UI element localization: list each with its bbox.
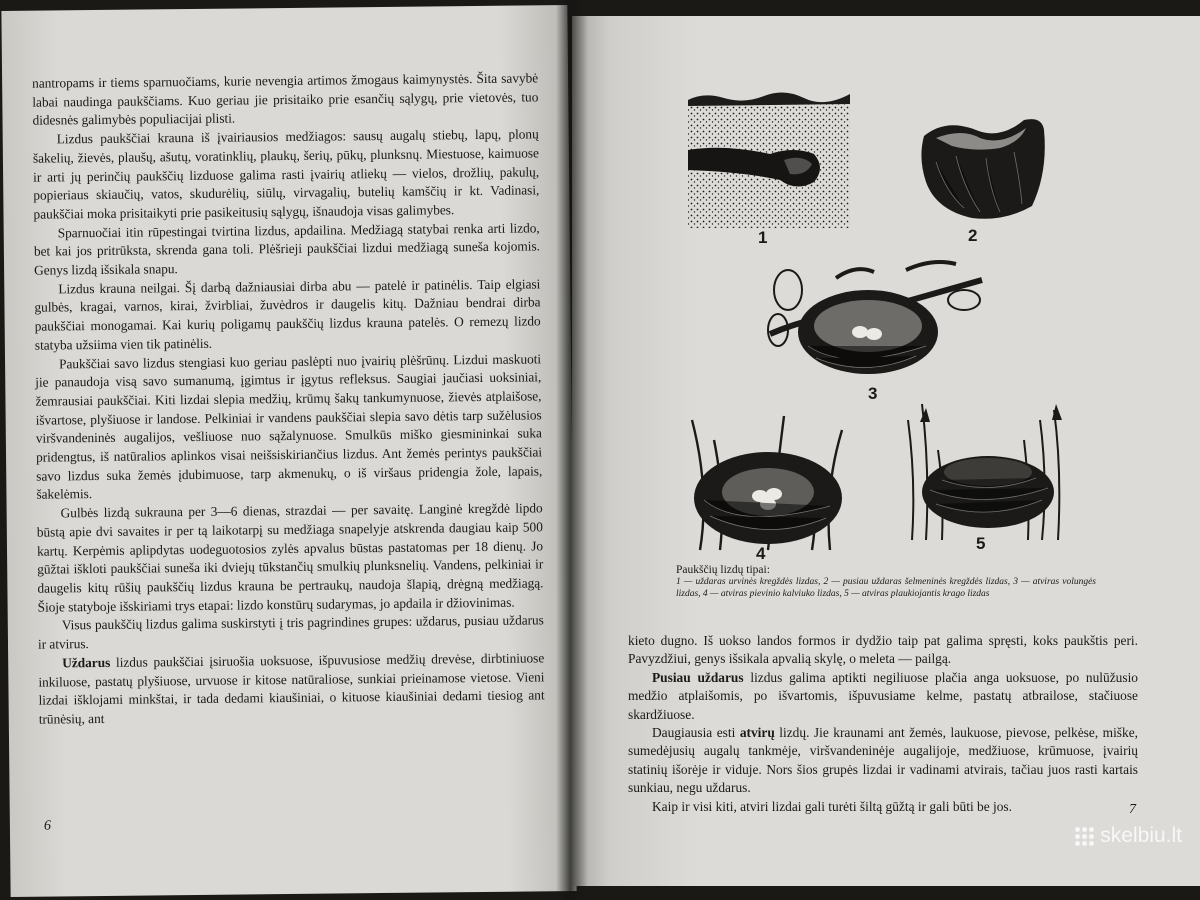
paragraph xyxy=(35,350,543,505)
paragraph-bold-term: Pusiau uždarus xyxy=(652,669,744,685)
paragraph-text: Sparnuočiai itin rūpestingai tvirtina lizdus, apdailina. Medžiagą statybai renka arti lizdo, bet kai jos pritrūksta, skrenda gana toli. Plėšrieji paukščiai lizdui medžiagą suneša kojomis. Genys lizdą išsikala snapu. xyxy=(33,219,540,278)
paragraph xyxy=(628,669,1138,724)
figure-number-2: 2 xyxy=(968,226,978,245)
dots-logo-icon xyxy=(1075,827,1094,846)
paragraph-text: Kaip ir visi kiti, atviri lizdai gali turėti šiltą gūžtą ir gali būti be jos. xyxy=(652,798,1012,814)
paragraph-text: Visus paukščių lizdus galima suskirstyti į tris pagrindines grupes: uždarus, pusiau uždarus ir atvirus. xyxy=(37,612,544,652)
paragraph-text: lizdus galima aptikti negiliuose plačia anga uoksuose, po nulūžusio medžio atplaišomis, po išvartomis, išpuvusiame kelme, pastatų atbrailose, stačiuose skardžiuose. xyxy=(628,669,1138,722)
paragraph-bold-term: atvirų xyxy=(739,725,775,741)
paragraph xyxy=(37,500,544,618)
paragraph-text: lizdus paukščiai įsiruošia uoksuose, išpuvusiose medžių drevėse, dirbtiniuose inkiluose, pastatų plyšiuose, urvuose ir kitose natūraliose, sunkiai prieinamose vietose. Vieni lizdai išklojami minkštai, ir tada dedami kiaušiniai, o kituose kiaušiniai dedami tiesiog ant trūnėsių, ant xyxy=(38,650,545,727)
page-number-right: 7 xyxy=(1129,802,1136,817)
paragraph-text: Lizdus krauna neilgai. Šį darbą dažniausiai dirba abu — patelė ir patinėlis. Taip elgiasi gulbės, kragai, varnos, kirai, žvirbliai, žuvėdros ir daugelis kitų. Dažniau bendrai dirba paukščiai monogamai. Kai kurių poligamų paukščių lizdus krauna patelės. O remezų lizdo statyba užsiima vien tik patinėlis. xyxy=(34,276,541,353)
figure-number-3: 3 xyxy=(868,384,878,403)
paragraph-text: Gulbės lizdą sukrauna per 3—6 dienas, strazdai — per savaitę. Langinė kregždė lipdo būstą apie dvi savaites ir per tą laikotarpį su medžiaga snapelyje atskrenda daugiau kaip 500 kartų. Kerpėmis aplipdytas uodeguotosios zylės apvalus būstas pastatomas per 18 dienų. Jo gūžtai iškloti paukščiai suneša iki dviejų tūkstančių smulkių plunksnelių. Vandens, pelkiniai ir daugelis kitų rūšių paukščių lizdus krauna be pertraukų, naudoja šlapią, drėgną medžiagą. Šioje statyboje išskiriami trys etapai: lizdo konstūrų sudarymas, jo apdaila ir džiovinimas. xyxy=(36,500,544,615)
paragraph xyxy=(38,612,544,655)
paragraph-text: lizdų. Jie kraunami ant žemės, laukuose, pievose, pelkėse, miške, sumedėjusių augalų tankmėje, viršvandeninėje augalijoje, medžiuose, krūmuose, įvairių statinių išorėje ir viduje. Nors šios grupės lizdai ir vadinami atvirais, tačiau juos rasti kartais sunkiau, negu uždarus. xyxy=(628,725,1139,796)
paragraph-text: Lizdus paukščiai krauna iš įvairiausios medžiagos: sausų augalų stiebų, lapų, plonų šakelių, žievės, plaušų, ašutų, voratinklių, plaukų, šerių, pūkų, plunksnų. Miestuose, kaimuose ir arti jų perinčių paukščių lizduose galima rasti įvairių atliekų — vielos, drožlių, pakulų, popieriaus skiaučių, vatos, skudurėlių, siūlų, virvagalių, butelių kamščių ir kt. Vadinasi, paukščiai moka prisitaikyti prie pasikeitusių sąlygų, išnaudoja visas galimybes. xyxy=(32,126,540,222)
paragraph-text: Paukščiai savo lizdus stengiasi kuo geriau paslėpti nuo įvairių plėšrūnų. Lizdui maskuoti jie panaudoja visą savo sumanumą, įgimtus ir įgytus refleksus. Saugiai jaučiasi uoksiniai, žemrausiai paukščiai. Kiti lizdai slepia medžių, krūmų šakų tankumynuose, žievės atplaišose, išvartose, plyšiuose ir landose. Pelkiniai ir vandens paukščiai slepia savo dėtis tarp sužėlusios viršvandeninės augalijos, vešliuose nuo sąžalynuose. Smulkūs miško giesmininkai suka pridengtus, iš natūralios aplinkos visai neišsiskiriančius lizdus. Ant žemės perintys paukščiai savo lizdus suka žemės įdubimuose, tarp akmenukų, o iš viršaus pridengia žole, lapais, šakelėmis. xyxy=(35,350,543,503)
paragraph-text: kieto dugno. Iš uokso landos formos ir dydžio taip pat galima spręsti, koks paukštis peri. Pavyzdžiui, genys išsikala apvalią skylę, o meleta — pailgą. xyxy=(628,633,1138,667)
figure-4-pipit-nest xyxy=(680,400,856,560)
paragraph-text: nantropams ir tiems sparnuočiams, kurie nevengia artimos žmogaus kaimynystės. Šita savybė labai naudinga paukščiams. Kuo geriau jie prisitaiko prie esančių sąlygų, prie vietovės, tuo didesnės galimybės populiacijai plisti. xyxy=(32,70,539,129)
figure-number-5: 5 xyxy=(976,534,986,553)
paragraph xyxy=(34,219,541,280)
paragraph xyxy=(628,798,1138,816)
figure-caption-body: 1 — uždaras urvinės kregždės lizdas, 2 — pusiau uždaras šelmeninės kregždės lizdas, 3 — atviras volungės lizdas, 4 — atviras pievinio kalviuko lizdas, 5 — atviras plaukiojantis krago lizdas xyxy=(676,577,1096,599)
right-body-text xyxy=(628,632,1138,816)
paragraph-bold-term: Uždarus xyxy=(62,654,111,671)
paragraph xyxy=(34,275,541,355)
paragraph xyxy=(38,649,545,729)
page-number-left: 6 xyxy=(43,818,51,834)
paragraph xyxy=(33,125,540,224)
book-gutter-shadow xyxy=(556,0,588,900)
figure-1-burrow-nest xyxy=(684,88,852,228)
figure-number-4: 4 xyxy=(756,544,766,563)
figure-caption-title: Paukščių lizdų tipai: xyxy=(676,564,770,576)
paragraph-lead-text: Daugiausia esti xyxy=(652,725,740,741)
watermark-text: skelbiu.lt xyxy=(1100,824,1182,847)
figure-3-oriole-nest xyxy=(756,250,992,400)
paragraph xyxy=(32,69,539,130)
figure-number-1: 1 xyxy=(758,228,768,247)
figure-2-swallow-nest xyxy=(916,112,1048,224)
paragraph xyxy=(628,724,1138,798)
figure-caption xyxy=(676,564,1096,600)
figure-5-grebe-nest xyxy=(902,400,1072,548)
watermark xyxy=(1075,824,1182,848)
right-page xyxy=(572,16,1200,886)
left-page xyxy=(1,5,576,897)
left-body-text xyxy=(32,69,545,729)
paragraph xyxy=(628,632,1138,669)
